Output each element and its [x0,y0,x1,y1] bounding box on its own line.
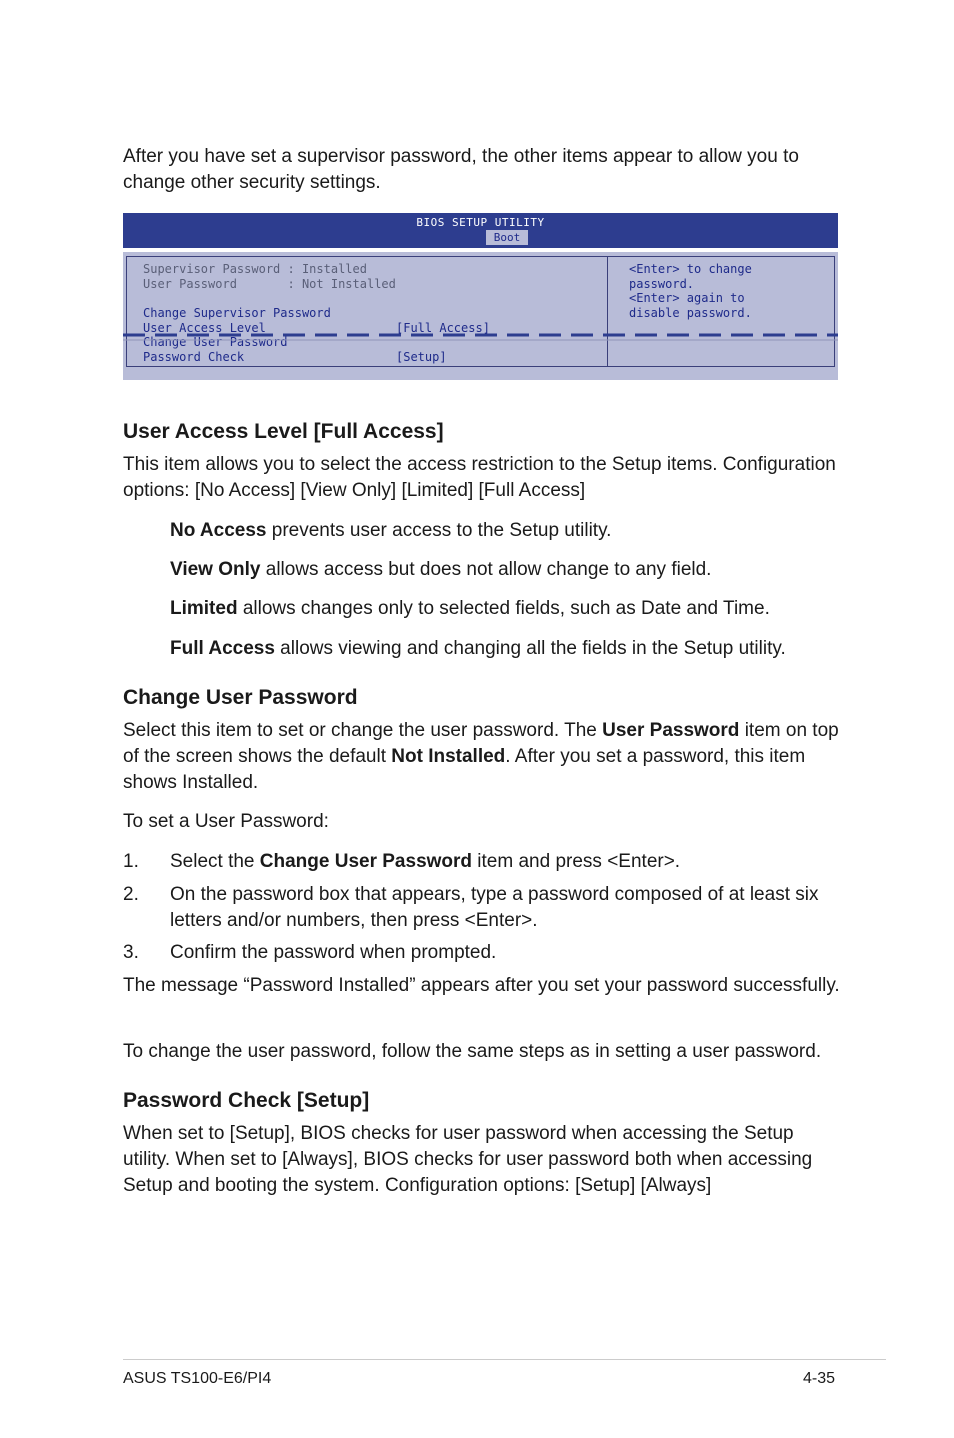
section2-paragraph-1: Select this item to set or change the user password. The User Password item on top of the screen shows the default Not Installed. After you set a password, this item shows Installed. [123,720,839,793]
footer-rule [123,1359,886,1360]
option-desc: allows access but does not allow change to any field. [260,559,712,580]
bios-divider [607,256,608,367]
option-no-access [170,518,850,544]
option-term: Full Access [170,638,275,659]
option-term: View Only [170,559,261,580]
section2-paragraph-3: The message “Password Installed” appears after you set your password successfully. [123,975,840,996]
bios-item-user-access-level: User Access Level [143,320,266,335]
bios-help-line: <Enter> again to [629,291,745,305]
bios-body [123,252,838,380]
option-limited [170,596,850,622]
bios-bottom-dashes [123,332,838,341]
option-desc: allows viewing and changing all the fields in the Setup utility. [274,638,786,659]
section3-body: When set to [Setup], BIOS checks for user password when accessing the Setup utility. When set to [Always], BIOS checks for user password both when accessing Setup and booting the system. Configuration options: [Setup] [Always] [123,1123,813,1196]
bios-status-supervisor: Supervisor Password : Installed [143,262,367,276]
section2-paragraph-2: To set a User Password: [123,811,329,832]
section-heading-password-check: Password Check [Setup] [123,1089,370,1112]
bios-screenshot [123,213,838,381]
option-term: Limited [170,598,238,619]
option-desc: prevents user access to the Setup utility. [266,520,612,541]
bios-title: BIOS SETUP UTILITY [416,216,545,229]
step-number: 2. [123,884,139,905]
bios-help-line: <Enter> to change [629,262,752,276]
step-3: Confirm the password when prompted. [170,942,497,963]
bios-value-user-access-level: [Full Access] [396,320,490,335]
bios-item-change-supervisor: Change Supervisor Password [143,306,331,320]
bios-item-change-user-password: Change User Password [143,335,288,349]
step-number: 3. [123,942,139,963]
option-term: No Access [170,520,267,541]
bios-item-password-check: Password Check [143,349,245,364]
step-2: On the password box that appears, type a password composed of at least six letters and/or numbers, then press <Enter>. [170,884,819,931]
option-desc: allows changes only to selected fields, such as Date and Time. [237,598,770,619]
intro-paragraph: After you have set a supervisor password, the other items appear to allow you to change other security settings. [123,146,799,193]
footer-product-name: ASUS TS100-E6/PI4 [123,1370,272,1387]
footer-page-number: 4-35 [803,1370,836,1387]
bios-tab-boot: Boot [486,230,528,245]
section-heading-user-access-level: User Access Level [Full Access] [123,420,444,443]
option-view-only [170,557,850,583]
step-1: Select the Change User Password item and press <Enter>. [170,851,681,872]
section2-paragraph-4: To change the user password, follow the same steps as in setting a user password. [123,1041,822,1062]
bios-value-password-check: [Setup] [396,349,447,364]
bios-help-line: password. [629,276,695,291]
bios-status-user: User Password : Not Installed [143,276,396,291]
step-number: 1. [123,851,139,872]
bios-help-line: disable password. [629,305,752,320]
option-full-access [170,636,850,662]
section1-body: This item allows you to select the access restriction to the Setup items. Configuration options: [No Access] [View Only] [Limited] [Full Access] [123,454,836,501]
section-heading-change-user-password: Change User Password [123,686,358,709]
bios-header [123,213,838,248]
